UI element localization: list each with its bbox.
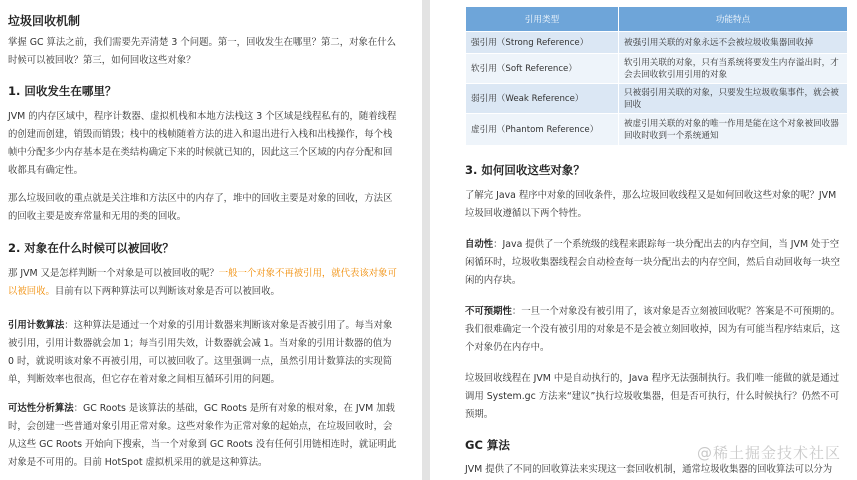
automatic-label: 自动性 <box>465 239 494 250</box>
unpredictable-paragraph <box>465 303 847 357</box>
table-header-type: 引用类型 <box>466 7 619 32</box>
section-3-intro: 了解完 Java 程序中对象的回收条件，那么垃圾回收线程又是如何回收这些对象的呢？JVM 垃圾回收遵循以下两个特性。 <box>465 190 837 219</box>
gc-paragraph: 垃圾回收线程在 JVM 中是自动执行的，Java 程序无法强制执行。我们唯一能做的就是通过调用 System.gc 方法来“建议”执行垃圾收集器，但是否可执行，什么时候执行？仍然不可预期。 <box>465 373 840 420</box>
left-page <box>0 0 422 480</box>
gc-algorithm-paragraph: JVM 提供了不同的回收算法来实现这一套回收机制，通常垃圾收集器的回收算法可以分为 <box>465 464 833 475</box>
reference-type-table <box>465 6 848 146</box>
right-page <box>430 0 857 480</box>
watermark: @稀土掘金技术社区 <box>696 444 841 462</box>
highlight-text: 一般一个对象不再被引用，就代表该对象可以被回收。 <box>8 268 397 297</box>
reachability-text: ：GC Roots 是该算法的基础，GC Roots 是所有对象的根对象，在 JVM 加载时，会创建一些普通对象引用正常对象。这些对象作为正常对象的起始点，在垃圾回收时，会从这些 GC Roots 开始向下搜索，当一个对象到 GC Roots 没有任何引用链相连时，就证明此对象是不可用的。目前 HotSpot 虚拟机采用的就是这种算法。 <box>8 403 397 468</box>
table-cell: 强引用（Strong Reference） <box>466 32 619 54</box>
section-1-paragraph-2: 那么垃圾回收的重点就是关注堆和方法区中的内存了，堆中的回收主要是对象的回收，方法区的回收主要是废弃常量和无用的类的回收。 <box>8 193 393 222</box>
reference-counting-paragraph <box>8 317 400 389</box>
reference-counting-label: 引用计数算法 <box>8 320 65 331</box>
table-header-feature: 功能特点 <box>619 7 848 32</box>
s2-text-b: 目前有以下两种算法可以判断该对象是否可以被回收。 <box>54 286 280 297</box>
intro-paragraph: 掌握 GC 算法之前，我们需要先弄清楚 3 个问题。第一，回收发生在哪里？第二，对象在什么时候可以被回收？第三，如何回收这些对象？ <box>8 37 396 66</box>
section-2-paragraph <box>8 265 400 301</box>
s2-text-a: 那 JVM 又是怎样判断一个对象是可以被回收的呢？ <box>8 268 219 279</box>
page-title: 垃圾回收机制 <box>8 14 81 28</box>
table-cell: 弱引用（Weak Reference） <box>466 84 619 114</box>
table-row <box>466 114 848 146</box>
table-cell: 只被弱引用关联的对象，只要发生垃圾收集事件，就会被回收 <box>619 84 848 114</box>
reachability-paragraph <box>8 400 400 472</box>
section-2-heading: 2. 对象在什么时候可以被回收？ <box>8 241 174 255</box>
page-gutter <box>422 0 430 480</box>
automatic-text: ：Java 提供了一个系统级的线程来跟踪每一块分配出去的内存空间，当 JVM 处于空闲循环时，垃圾收集器线程会自动检查每一块分配出去的内存空间，然后自动回收每一块空闲的内存块。 <box>465 239 841 286</box>
table-cell: 软引用关联的对象，只有当系统将要发生内存溢出时，才会去回收软引用引用的对象 <box>619 54 848 84</box>
automatic-paragraph <box>465 236 847 290</box>
section-1-heading: 1. 回收发生在哪里？ <box>8 84 117 98</box>
section-3-heading: 3. 如何回收这些对象？ <box>465 163 585 177</box>
table-row <box>466 54 848 84</box>
unpredictable-text: ：一旦一个对象没有被引用了，该对象是否立刻被回收呢？答案是不可预期的。我们很难确定一个没有被引用的对象是不是会被立刻回收掉，因为有可能当程序结束后，这个对象仍在内存中。 <box>465 306 841 353</box>
table-cell: 软引用（Soft Reference） <box>466 54 619 84</box>
unpredictable-label: 不可预期性 <box>465 306 512 317</box>
table-cell: 被虚引用关联的对象的唯一作用是能在这个对象被回收器回收时收到一个系统通知 <box>619 114 848 146</box>
table-row <box>466 84 848 114</box>
table-row <box>466 32 848 54</box>
section-1-paragraph-1: JVM 的内存区域中，程序计数器、虚拟机栈和本地方法栈这 3 个区域是线程私有的，随着线程的创建而创建，销毁而销毁；栈中的栈帧随着方法的进入和退出进行入栈和出栈操作，每个栈帧中分配多少内存基本是在类结构确定下来的时候就已知的，因此这三个区域的内存分配和回收都具有确定性。 <box>8 111 397 176</box>
gc-algorithm-heading: GC 算法 <box>465 438 510 452</box>
table-cell: 被强引用关联的对象永远不会被垃圾收集器回收掉 <box>619 32 848 54</box>
reachability-label: 可达性分析算法 <box>8 403 74 414</box>
reference-counting-text: ：这种算法是通过一个对象的引用计数器来判断该对象是否被引用了。每当对象被引用，引用计数器就会加 1；每当引用失效，计数器就会减 1。当对象的引用计数器的值为 0 时，就说明该对象不再被引用，可以被回收了。这里强调一点，虽然引用计数算法的实现简单，判断效率也很高，但它存在着对象之间相互循环引用的问题。 <box>8 320 393 385</box>
table-cell: 虚引用（Phantom Reference） <box>466 114 619 146</box>
